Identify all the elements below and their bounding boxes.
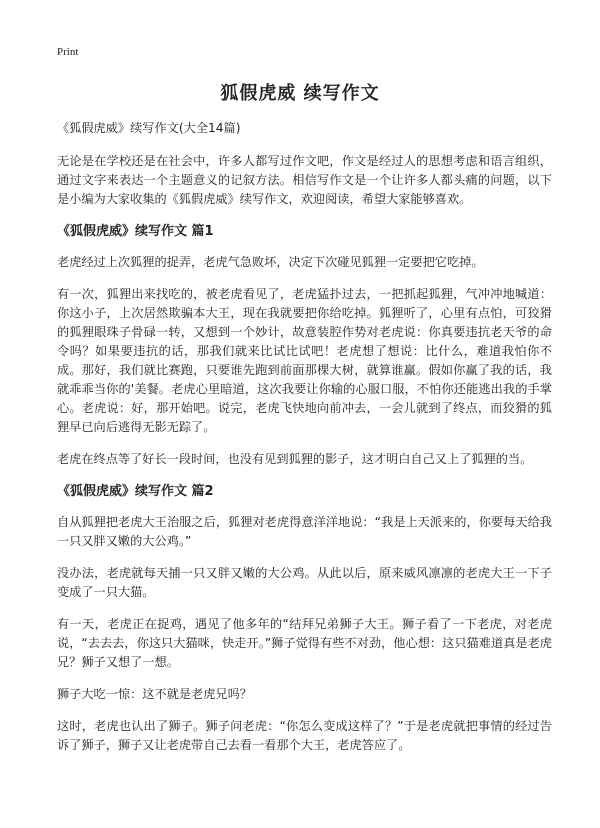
article-body <box>57 119 552 768</box>
paragraph: 这时，老虎也认出了狮子。狮子问老虎：“你怎么变成这样了？”于是老虎就把事情的经过告诉了狮子，狮子又让老虎带自己去看一看那个大王，老虎答应了。 <box>57 719 552 752</box>
paragraph: 没办法，老虎就每天捕一只又胖又嫩的大公鸡。从此以后，原来威风凛凛的老虎大王一下子变成了一只大猫。 <box>57 566 552 599</box>
section-heading-1: 《狐假虎威》续写作文 篇1 <box>57 224 214 239</box>
paragraph: 老虎经过上次狐狸的捉弄，老虎气急败坏，决定下次碰见狐狸一定要把它吃掉。 <box>57 255 484 269</box>
print-link[interactable]: Print <box>57 46 79 58</box>
paragraph: 有一次，狐狸出来找吃的，被老虎看见了，老虎猛扑过去，一把抓起狐狸，气冲冲地喊道：你这小子，上次居然欺骗本大王，现在我就要把你给吃掉。狐狸听了，心里有点怕，可狡猾的狐狸眼珠子骨碌一转，又想到一个妙计，故意装腔作势对老虎说：你真要违抗老天爷的命令吗？如果要违抗的话，那我们就来比试比试吧！老虎想了想说：比什么，难道我怕你不成。那好，我们就比赛跑，只要谁先跑到前面那棵大树，就算谁赢。假如你赢了我的话，我就乖乖当你的'美餐。老虎心里暗道，这次我要让你输的心服口服，不怕你还能逃出我的手掌心。老虎说：好，那开始吧。说完，老虎飞快地向前冲去，一会儿就到了终点，而狡猾的狐狸早已向后逃得无影无踪了。 <box>57 287 552 434</box>
paragraph: 老虎在终点等了好长一段时间，也没有见到狐狸的影子，这才明白自己又上了狐狸的当。 <box>57 452 533 466</box>
article-subtitle: 《狐假虎威》续写作文(大全14篇) <box>57 121 241 135</box>
paragraph: 有一天，老虎正在捉鸡，遇见了他多年的“结拜兄弟狮子大王。狮子看了一下老虎，对老虎说，“去去去，你这只大猫咪，快走开。”狮子觉得有些不对劲，他心想：这只猫难道真是老虎兄？狮子又想了一想。 <box>57 617 552 669</box>
page-title: 狐假虎威 续写作文 <box>220 83 380 104</box>
paragraph: 狮子大吃一惊：这不就是老虎兄吗？ <box>57 687 252 701</box>
paragraph: 自从狐狸把老虎大王治服之后，狐狸对老虎得意洋洋地说：“我是上天派来的，你要每天给我一只又胖又嫩的大公鸡。” <box>57 515 552 548</box>
section-heading-2: 《狐假虎威》续写作文 篇2 <box>57 484 214 499</box>
intro-paragraph: 无论是在学校还是在社会中，许多人都写过作文吧，作文是经过人的思想考虑和语言组织，通过文字来表达一个主题意义的记叙方法。相信写作文是一个让许多人都头痛的问题，以下是小编为大家收集的《狐假虎威》续写作文，欢迎阅读，希望大家能够喜欢。 <box>57 154 552 206</box>
